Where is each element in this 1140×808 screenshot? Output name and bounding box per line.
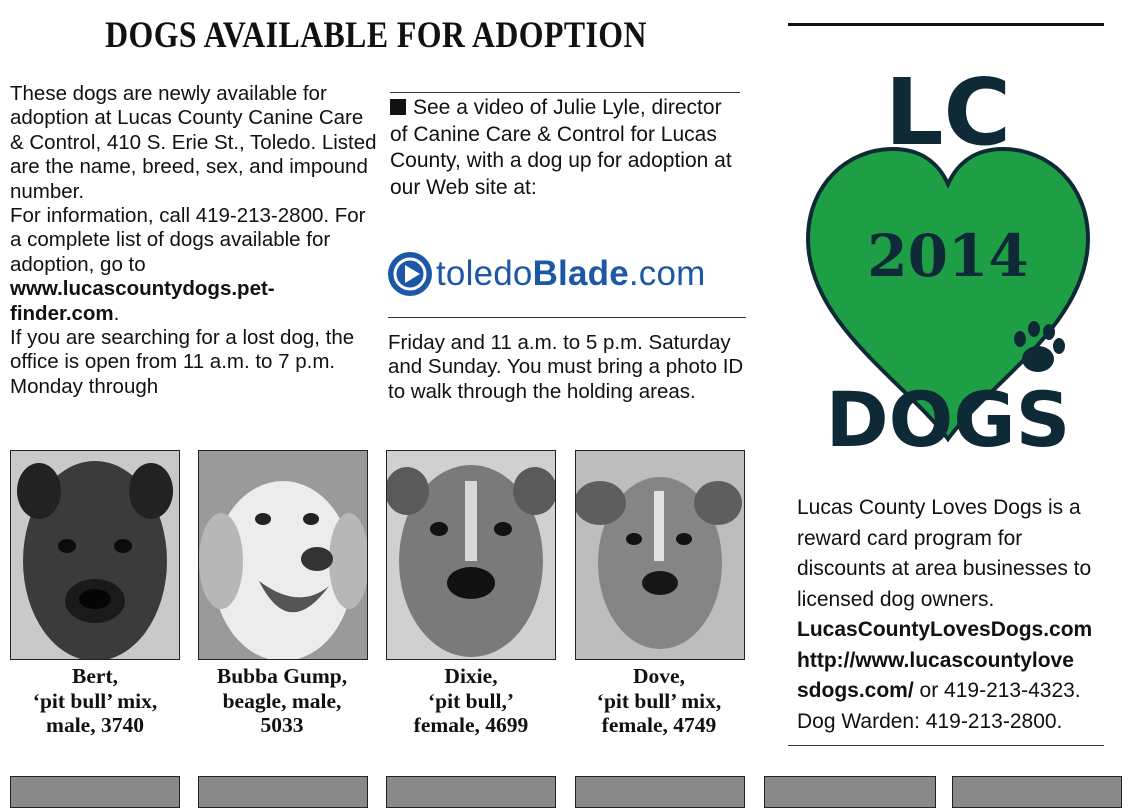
logo-part-2: Blade (532, 254, 629, 293)
intro-contact-text: For information, call 419-213-2800. For a complete list of dogs available for adoption, go to (10, 204, 366, 276)
dog-photo (198, 776, 368, 808)
dog-breed: ‘pit bull’ mix, (32, 688, 158, 713)
logo-dogs-text: DOGS (825, 375, 1071, 464)
lucas-county-loves-dogs-logo (798, 54, 1098, 464)
program-website[interactable]: LucasCountyLovesDogs.com (797, 618, 1093, 641)
dog-breed: ‘pit bull’ mix, (596, 688, 722, 713)
program-phone: or 419-213-4323. (913, 679, 1081, 702)
program-url-end[interactable]: sdogs.com/ (797, 679, 914, 702)
dog-breed: ‘pit bull,’ (427, 688, 515, 713)
dog-caption (376, 664, 566, 738)
dog-caption (187, 664, 377, 738)
play-icon (388, 252, 432, 296)
divider (388, 317, 746, 318)
sidebar-bottom-rule (788, 745, 1104, 746)
dog-name: Bubba Gump, (216, 664, 348, 688)
page-title: DOGS AVAILABLE FOR ADOPTION (105, 15, 647, 56)
video-note-text: See a video of Julie Lyle, director of Canine Care & Control for Lucas County, with a dog up for adoption at our Web site at: (390, 96, 732, 199)
dog-photo (952, 776, 1122, 808)
dog-caption (0, 664, 190, 738)
program-url-line2 (797, 676, 1102, 707)
sidebar-text (797, 493, 1102, 737)
dog-photo (575, 776, 745, 808)
program-url-line1[interactable]: http://www.lucascountylove (797, 648, 1074, 672)
continued-text: Friday and 11 a.m. to 5 p.m. Saturday and Sunday. You must bring a photo ID to walk through the holding areas. (388, 331, 744, 403)
dog-details: female, 4699 (413, 713, 529, 737)
logo-part-1: toledo (436, 254, 533, 293)
dog-details: 5033 (260, 713, 304, 737)
dog-photo (386, 776, 556, 808)
petfinder-link[interactable]: www.lucascountydogs.pet-finder.com (10, 277, 275, 325)
logo-year-text: 2014 (867, 222, 1029, 290)
dog-caption (564, 664, 754, 738)
dog-photo (764, 776, 936, 808)
dog-name: Dixie, (444, 664, 498, 688)
dog-photo (386, 450, 556, 660)
logo-part-3: .com (628, 254, 706, 293)
dog-details: male, 3740 (46, 713, 144, 737)
logo-wordmark (436, 254, 706, 294)
dog-details: female, 4749 (601, 713, 717, 737)
logo-lc-text: LC (884, 59, 1012, 166)
dog-photo (10, 450, 180, 660)
square-bullet-icon (390, 99, 406, 115)
lost-dog-paragraph: If you are searching for a lost dog, the office is open from 11 a.m. to 7 p.m. Monday through (10, 326, 355, 398)
dog-breed: beagle, male, (222, 688, 342, 713)
intro-text (10, 82, 378, 399)
sidebar-top-rule (788, 23, 1104, 26)
divider (390, 92, 740, 93)
dog-name: Bert, (72, 664, 118, 688)
dog-photo (198, 450, 368, 660)
toledoblade-logo[interactable] (388, 250, 706, 298)
dog-warden-phone: Dog Warden: 419-213-2800. (797, 709, 1063, 733)
dog-photo (10, 776, 180, 808)
dog-name: Dove, (633, 664, 685, 688)
video-note (390, 95, 740, 201)
dog-photo (575, 450, 745, 660)
intro-contact-paragraph (10, 204, 378, 326)
intro-contact-end: . (113, 301, 120, 325)
program-description: Lucas County Loves Dogs is a reward card program for discounts at area businesses to licensed dog owners. (797, 496, 1092, 611)
intro-paragraph: These dogs are newly available for adoption at Lucas County Canine Care & Control, 410 S. Erie St., Toledo. Listed are the name, breed, sex, and impound number. (10, 82, 377, 203)
